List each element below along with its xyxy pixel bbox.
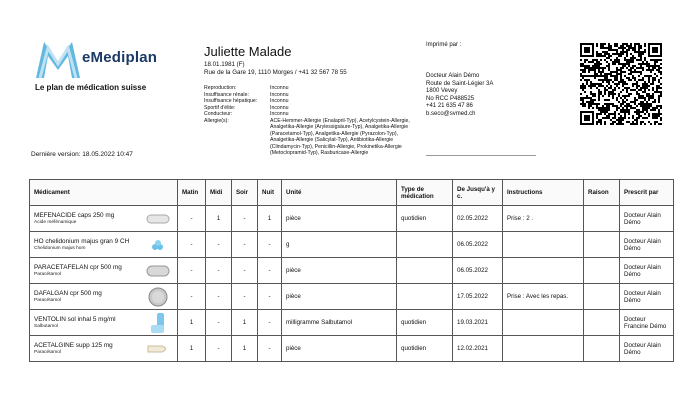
table-row: [30, 206, 674, 232]
medication-name: DAFALGAN cpr 500 mg: [34, 290, 102, 297]
medication-cell: [30, 258, 178, 284]
dose-midi: -: [206, 336, 232, 362]
dose-nuit: -: [258, 336, 282, 362]
unit-cell: pièce: [282, 258, 397, 284]
col-matin: Matin: [178, 180, 206, 206]
printer-street: Route de Saint-Légier 3A: [426, 80, 494, 87]
col-prescrit: Prescrit par: [620, 180, 674, 206]
dose-midi: -: [206, 232, 232, 258]
prescriber-cell: Docteur Alain Démo: [620, 232, 674, 258]
table-row: [30, 310, 674, 336]
dose-midi: -: [206, 310, 232, 336]
dose-nuit: -: [258, 258, 282, 284]
dose-soir: -: [232, 206, 258, 232]
reason-cell: [584, 310, 620, 336]
active-ingredient: Paracétamol: [34, 298, 61, 303]
reason-cell: [584, 336, 620, 362]
allergy-list: ACE-Hemmer-Allergie (Enalapril-Typ), Acetylcystein-Allergie, Analgetika-Allergie (Arylessigsäure-Typ), Analgetika-Allergie (Paracetamol-Typ), Analgetika-Allergie (Pyrazolon-Typ), Analgetika-Allergie (Salicylat-Typ), Antibiotika-Allergie (Clindamycin-Typ), Penicillin-Allergie, Prokinetika-Allergie (Metoclopramid-Typ), Rasburicase-Allergie: [270, 117, 410, 156]
date-cell: 06.05.2022: [453, 232, 503, 258]
patient-dob: 18.01.1981 (F): [204, 61, 245, 68]
col-midi: Midi: [206, 180, 232, 206]
dose-soir: 1: [232, 310, 258, 336]
risk-label: Sportif d'élite:: [204, 104, 236, 111]
dose-soir: -: [232, 232, 258, 258]
dose-matin: -: [178, 284, 206, 310]
reason-cell: [584, 206, 620, 232]
risk-row: [204, 118, 419, 157]
printer-rcc: No RCC P488525: [426, 95, 475, 102]
date-cell: 06.05.2022: [453, 258, 503, 284]
medication-name: MEFENACIDE caps 250 mg: [34, 212, 115, 219]
printer-city: 1800 Vevey: [426, 88, 458, 95]
patient-address: Rue de la Gare 19, 1110 Morges / +41 32 567 78 55: [204, 69, 347, 76]
unit-cell: g: [282, 232, 397, 258]
medication-cell: [30, 206, 178, 232]
date-cell: 12.02.2021: [453, 336, 503, 362]
dose-soir: -: [232, 284, 258, 310]
type-cell: [397, 284, 453, 310]
medication-name: PARACETAFELAN cpr 500 mg: [34, 264, 122, 271]
printer-name: Docteur Alain Démo: [426, 73, 480, 79]
col-raison: Raison: [584, 180, 620, 206]
medication-cell: [30, 284, 178, 310]
risk-value: Inconnu: [270, 104, 289, 111]
date-cell: 19.03.2021: [453, 310, 503, 336]
medication-name: ACETALGINE supp 125 mg: [34, 342, 113, 349]
instructions-cell: [503, 310, 584, 336]
printer-phone: +41 21 635 47 86: [426, 103, 473, 110]
dose-midi: -: [206, 284, 232, 310]
dose-matin: -: [178, 232, 206, 258]
risk-value: Inconnu: [270, 85, 289, 91]
table-header-row: [30, 180, 674, 206]
prescriber-cell: Docteur Francine Démo: [620, 310, 674, 336]
dose-midi: 1: [206, 206, 232, 232]
dose-nuit: -: [258, 310, 282, 336]
qr-code-icon: [580, 43, 662, 125]
col-dates: De Jusqu'à y c.: [453, 180, 503, 206]
granules-icon: [143, 239, 173, 251]
table-row: [30, 336, 674, 362]
type-cell: quotidien: [397, 206, 453, 232]
type-cell: [397, 232, 453, 258]
dose-matin: 1: [178, 336, 206, 362]
risk-label: Allergie(s):: [204, 117, 229, 124]
unit-cell: milligramme Salbutamol: [282, 310, 397, 336]
risk-value: Inconnu: [270, 91, 289, 98]
table-row: [30, 232, 674, 258]
unit-cell: pièce: [282, 206, 397, 232]
reason-cell: [584, 284, 620, 310]
dose-matin: -: [178, 206, 206, 232]
active-ingredient: Paracétamol: [34, 350, 61, 355]
col-soir: Soir: [232, 180, 258, 206]
brand-name: eMediplan: [82, 49, 158, 66]
medication-cell: [30, 336, 178, 362]
type-cell: [397, 258, 453, 284]
reason-cell: [584, 232, 620, 258]
active-ingredient: Acide méfénamique: [34, 220, 77, 225]
prescriber-cell: Docteur Alain Démo: [620, 336, 674, 362]
inhaler-icon: [143, 312, 173, 334]
printer-email[interactable]: b.seco@svmed.ch: [426, 110, 476, 117]
col-unite: Unité: [282, 180, 397, 206]
instructions-cell: [503, 258, 584, 284]
dose-nuit: -: [258, 232, 282, 258]
reason-cell: [584, 258, 620, 284]
risk-value: Inconnu: [270, 111, 289, 117]
patient-name: Juliette Malade: [204, 44, 292, 59]
dose-midi: -: [206, 258, 232, 284]
capsule-icon: [143, 214, 173, 224]
dose-soir: -: [232, 258, 258, 284]
risk-label: Reproduction:: [204, 85, 237, 91]
tablet-round-icon: [143, 287, 173, 307]
prescriber-cell: Docteur Alain Démo: [620, 284, 674, 310]
active-ingredient: Salbutamol: [34, 324, 58, 329]
dose-nuit: 1: [258, 206, 282, 232]
col-medicament: Médicament: [30, 180, 178, 206]
medication-cell: [30, 232, 178, 258]
signature-line: [426, 155, 536, 156]
date-cell: 17.05.2022: [453, 284, 503, 310]
instructions-cell: Prise : 2 .: [503, 206, 584, 232]
medication-table: [29, 179, 674, 362]
prescriber-cell: Docteur Alain Démo: [620, 258, 674, 284]
risk-label: Conducteur:: [204, 111, 233, 117]
last-version: Dernière version: 18.05.2022 10:47: [31, 151, 133, 158]
suppository-icon: [143, 344, 173, 354]
active-ingredient: Chelidonium majus hom: [34, 246, 86, 251]
risk-value: Inconnu: [270, 98, 289, 104]
dose-nuit: -: [258, 284, 282, 310]
printer-block: [426, 73, 493, 119]
risk-label: Insuffisance hépatique:: [204, 98, 258, 104]
unit-cell: pièce: [282, 284, 397, 310]
prescriber-cell: Docteur Alain Démo: [620, 206, 674, 232]
dose-matin: 1: [178, 310, 206, 336]
tablet-oblong-icon: [143, 265, 173, 277]
instructions-cell: [503, 232, 584, 258]
date-cell: 02.05.2022: [453, 206, 503, 232]
type-cell: quotidien: [397, 310, 453, 336]
medication-name: HO chelidonium majus gran 9 CH: [34, 238, 130, 245]
medication-cell: [30, 310, 178, 336]
instructions-cell: [503, 336, 584, 362]
active-ingredient: Paracétamol: [34, 272, 61, 277]
risk-label: Insuffisance rénale:: [204, 91, 249, 98]
dose-matin: -: [178, 258, 206, 284]
col-type: Type de médication: [397, 180, 453, 206]
risk-factors: [204, 85, 419, 157]
unit-cell: pièce: [282, 336, 397, 362]
table-row: [30, 258, 674, 284]
instructions-cell: Prise : Avec les repas.: [503, 284, 584, 310]
dose-soir: 1: [232, 336, 258, 362]
type-cell: quotidien: [397, 336, 453, 362]
col-nuit: Nuit: [258, 180, 282, 206]
table-row: [30, 284, 674, 310]
col-instructions: Instructions: [503, 180, 584, 206]
brand-subtitle: Le plan de médication suisse: [35, 83, 147, 92]
printed-by-label: Imprimé par :: [426, 42, 462, 48]
medication-name: VENTOLIN sol inhal 5 mg/ml: [34, 316, 116, 323]
